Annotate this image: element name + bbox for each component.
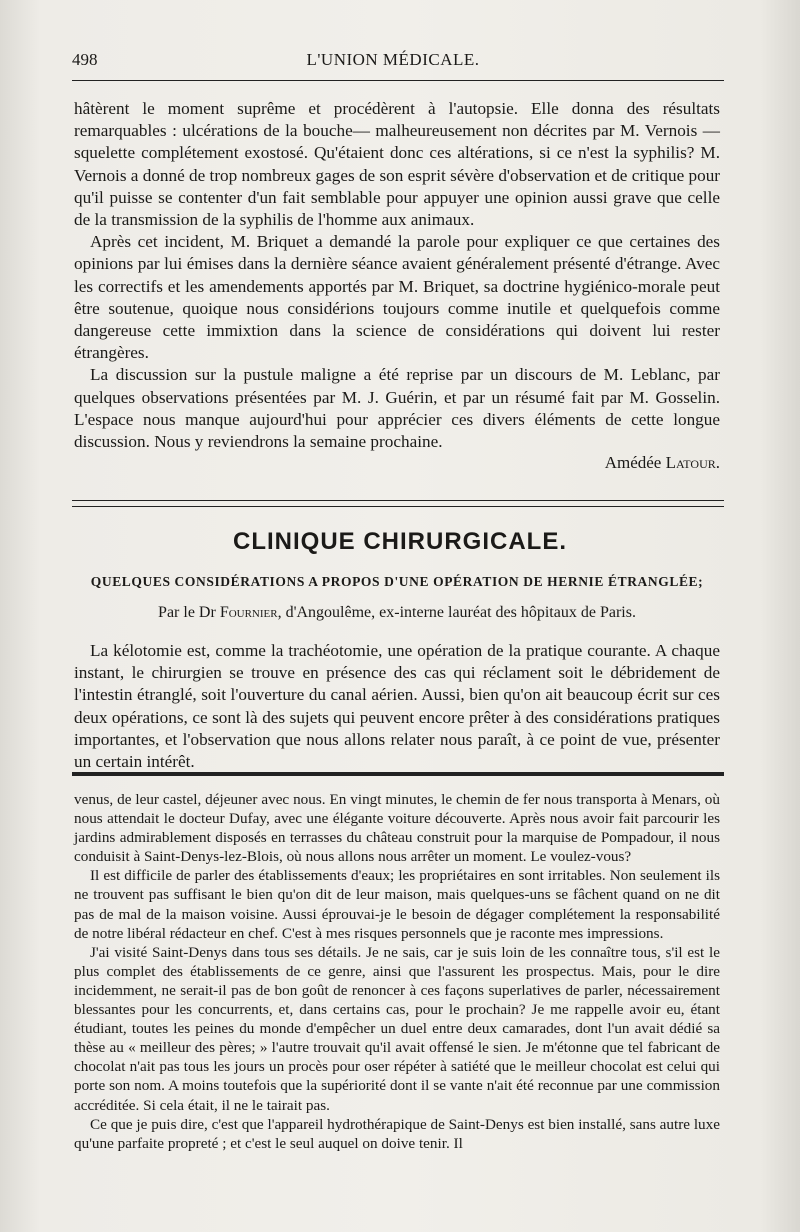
signature-first-name: Amédée xyxy=(604,453,662,473)
article-paragraph: Après cet incident, M. Briquet a demandé la parole pour expliquer ce que certaines des opinions par lui émises dans la dernière séance avaient généralement présenté d'étrange. Avec les correctifs et les amendements apportés par M. Briquet, sa doctrine hygiénico-morale peut être soutenue, quoique nous considérions toujours comme inutile et quelquefois comme dangereuse cette immixtion dans la science de considérations qui doivent lui rester étrangères. xyxy=(74,232,720,363)
page-header xyxy=(72,50,724,70)
section-divider xyxy=(72,500,724,507)
article-subtitle: QUELQUES CONSIDÉRATIONS A PROPOS D'UNE OPÉRATION DE HERNIE ÉTRANGLÉE; xyxy=(90,574,704,589)
article-paragraph: La discussion sur la pustule maligne a été reprise par un discours de M. Leblanc, par quelques observations présentées par M. J. Guérin, et par un résumé fait par M. Gosselin. L'espace nous manque aujourd'hui pour apprécier ces divers éléments de cette longue discussion. Nous y reviendrons la semaine prochaine. xyxy=(74,365,720,452)
article-paragraph: La kélotomie est, comme la trachéotomie, une opération de la pratique courante. A chaque instant, le chirurgien se trouve en présence des cas qui réclament soit le débridement de l'intestin étranglé, soit l'ouverture du canal aérien. Aussi, bien qu'on ait beaucoup écrit sur ces deux opérations, ce sont là des sujets qui peuvent encore prêter à des considérations pratiques importantes, et l'observation que nous allons relater nous paraît, à ce point de vue, présenter un certain intérêt. xyxy=(74,641,720,772)
feuilleton-divider xyxy=(72,772,724,776)
feuilleton-paragraph: J'ai visité Saint-Denys dans tous ses détails. Je ne sais, car je suis loin de les connaître tous, s'il est le plus complet des établissements de ce genre, ainsi que l'assurent les prospectus. Mais, pour le dire incidemment, ne serait-il pas de bon goût de renoncer à ces façons superlatives de parler, nécessairement blessantes pour les concurrents, et, dans certains cas, pour le prochain? Je me rappelle avoir eu, étant étudiant, toutes les peines du monde d'empêcher un duel entre deux camarades, dont l'un avait dédié sa thèse au « meilleur des pères; » l'autre trouvait qu'il avait offensé le sien. Je m'étonne que tel fabricant de chocolat n'ait pas tous les jours un procès pour oser répéter à satiété que le meilleur chocolat est celui qui porte son nom. A moins toutefois que la supériorité dont il se vante n'ait été reconnue par une commission accréditée. Si cela était, il ne le tairait pas. xyxy=(74,943,720,1114)
article-paragraph: hâtèrent le moment suprême et procédèrent à l'autopsie. Elle donna des résultats remarquables : ulcérations de la bouche— malheureusement non décrites par M. Vernois —squelette complétement exostosé. Qu'étaient donc ces altérations, si ce n'est la syphilis? M. Vernois a donné de trop nombreux gages de son esprit sévère d'observation et de critique pour qu'il puisse se contenter d'un fait semblable pour appuyer une opinion aussi grave que celle de la transmission de la syphilis de l'homme aux animaux. xyxy=(74,99,721,230)
byline xyxy=(74,604,720,622)
clinique-body xyxy=(74,640,720,773)
feuilleton-paragraph: venus, de leur castel, déjeuner avec nous. En vingt minutes, le chemin de fer nous transporta à Menars, où nous attendait le docteur Dufay, avec une élégante voiture découverte. Après nous avoir fait parcourir les jardins admirablement disposés en terrasses du château construit pour la marquise de Pompadour, il nous conduisit à Saint-Denys-lez-Blois, où nous allons nous arrêter un moment. Le voulez-vous? xyxy=(74,791,720,866)
feuilleton xyxy=(74,790,720,1153)
signature-last-name: Latour. xyxy=(665,453,720,473)
author-name: Fournier, xyxy=(219,604,282,621)
journal-title: L'UNION MÉDICALE. xyxy=(306,50,480,69)
author-details: d'Angoulême, ex-interne lauréat des hôpitaux de Paris. xyxy=(285,604,636,621)
feuilleton-paragraph: Il est difficile de parler des établissements d'eaux; les propriétaires en sont irritables. Non seulement ils ne trouvent pas suffisant le bien qu'on dit de leur maison, mais quelques-uns se fâchent quand on ne dit pas de mal de la maison voisine. Aussi éprouvai-je le besoin de dégager complétement la responsabilité de notre libéral rédacteur en chef. C'est à mes risques personnels que je raconte mes impressions. xyxy=(74,867,720,942)
section-title: CLINIQUE CHIRURGICALE. xyxy=(233,528,567,555)
feuilleton-paragraph: Ce que je puis dire, c'est que l'appareil hydrothérapique de Saint-Denys est bien installé, sans autre luxe qu'une parfaite propreté ; et c'est le seul auquel on doive tenir. Il xyxy=(74,1115,720,1152)
signature xyxy=(74,453,720,473)
header-rule xyxy=(72,80,724,81)
page-number: 498 xyxy=(72,50,98,69)
top-article xyxy=(74,98,720,473)
byline-prefix: Par le Dr xyxy=(158,604,216,621)
